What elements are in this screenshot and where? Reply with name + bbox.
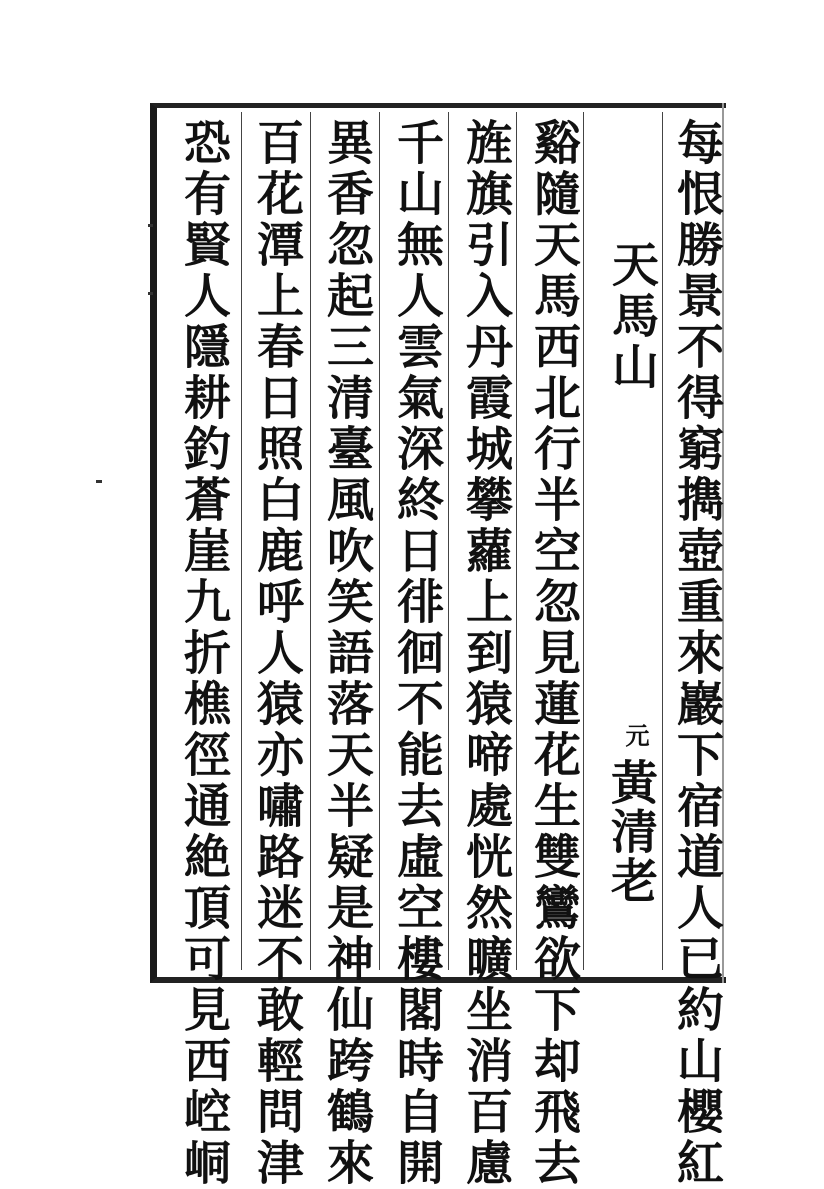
column-divider — [310, 112, 311, 970]
author-name: 黃清老 — [603, 758, 658, 905]
author-dynasty: 元 — [621, 723, 650, 747]
column-divider — [448, 112, 449, 970]
column-divider — [379, 112, 380, 970]
text-column-8 — [172, 118, 234, 1189]
text-column-3 — [522, 118, 584, 1189]
scan-speck — [96, 480, 102, 483]
text-column-1 — [665, 118, 727, 1189]
column-1-text: 每恨勝景不得窮擕壺重來巖下宿道人已約山櫻紅 — [669, 118, 724, 1189]
column-5-text: 千山無人雲氣深終日徘徊不能去虛空樓閣時自開 — [389, 118, 444, 1189]
column-8-text: 恐有賢人隱耕釣蒼崖九折樵徑通絶頂可見西崆峒 — [176, 118, 231, 1189]
column-6-text: 異香忽起三清臺風吹笑語落天半疑是神仙跨鶴來 — [319, 118, 374, 1189]
text-column-6 — [315, 118, 377, 1189]
scan-speck — [148, 224, 153, 227]
column-7-text: 百花潭上春日照白鹿呼人猿亦嘯路迷不敢輕問津 — [249, 118, 304, 1189]
column-divider — [241, 112, 242, 970]
column-3-text: 谿隨天馬西北行半空忽見蓮花生雙鸞欲下却飛去 — [526, 118, 581, 1189]
poem-title: 天馬山 — [604, 240, 659, 393]
text-column-4 — [454, 118, 516, 1189]
column-4-text: 旌旗引入丹霞城攀蘿上到猿啼處恍然曠坐消百慮 — [458, 118, 513, 1189]
column-divider — [516, 112, 517, 970]
text-column-5 — [385, 118, 447, 1189]
text-column-7 — [245, 118, 307, 1189]
scan-speck — [148, 292, 153, 295]
